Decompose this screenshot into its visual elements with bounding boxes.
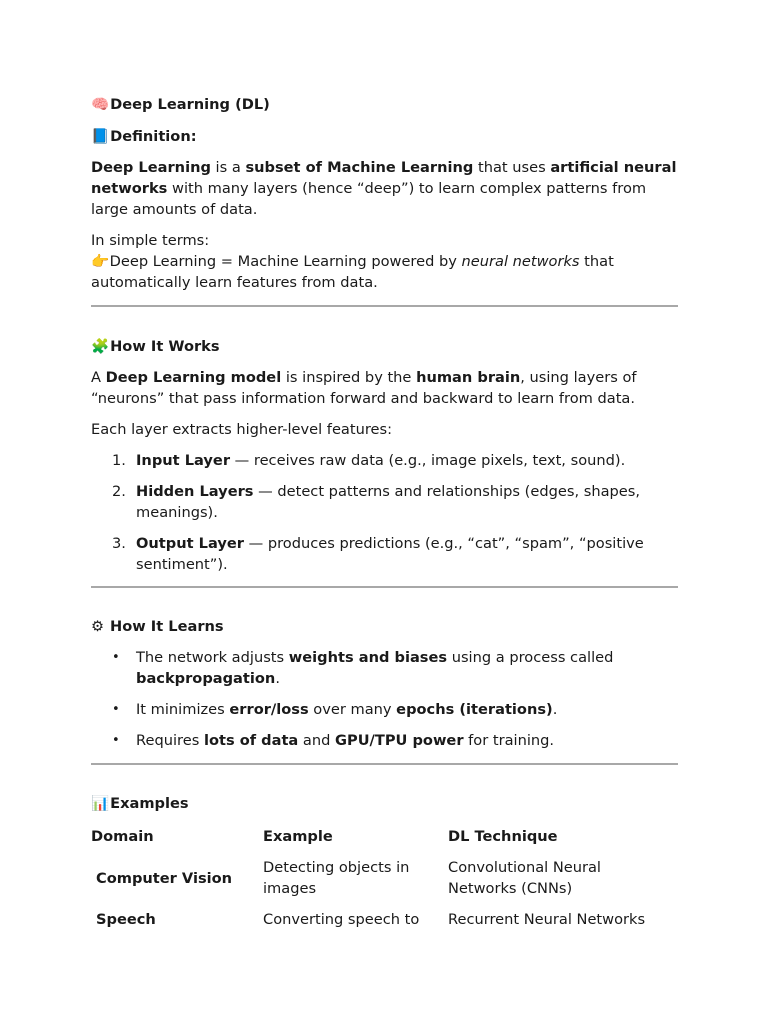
table-row: [91, 909, 678, 933]
list-number: 1.: [112, 452, 126, 469]
bullet: •: [112, 702, 120, 717]
table-cell: Detecting objects in images: [263, 859, 410, 897]
layers-list: [91, 450, 678, 575]
examples-heading: [91, 793, 678, 814]
bold-text: Hidden Layers: [136, 483, 254, 500]
how-it-learns-heading: [91, 616, 678, 637]
table-cell: Recurrent Neural Networks: [448, 911, 646, 928]
bold-text: Input Layer: [136, 452, 231, 469]
bold-text: GPU/TPU power: [335, 732, 464, 749]
list-item: [91, 647, 678, 689]
table-cell: Speech: [96, 911, 156, 928]
layers-intro: Each layer extracts higher-level features:: [91, 421, 393, 438]
bold-text: error/loss: [229, 701, 309, 718]
list-item-text: Input Layer — receives raw data (e.g., image pixels, text, sound).: [136, 452, 626, 469]
bold-text: Output Layer: [136, 535, 244, 552]
bold-text: Deep Learning model: [105, 369, 282, 386]
italic-text: neural networks: [461, 253, 580, 270]
bold-text: epochs (iterations): [396, 701, 553, 718]
column-header: DL Technique: [448, 827, 558, 845]
list-item-text: Output Layer — produces predictions (e.g., “cat”, “spam”, “positive sentiment”).: [136, 535, 644, 573]
brain-icon: 🧠: [91, 96, 110, 113]
list-item: [91, 699, 678, 720]
list-item-text: Hidden Layers — detect patterns and relationships (edges, shapes, meanings).: [136, 483, 641, 521]
bold-text: lots of data: [203, 732, 299, 749]
bold-text: backpropagation: [136, 670, 276, 687]
document-page: [91, 90, 678, 933]
chart-icon: 📊: [91, 795, 110, 812]
table-header-row: [91, 825, 678, 847]
how-it-learns-heading-text: How It Learns: [110, 618, 224, 635]
bold-text: human brain: [416, 369, 521, 386]
definition-paragraph: Deep Learning is a subset of Machine Learning that uses artificial neural networks with many layers (hence “deep”) to learn complex patterns from large amounts of data.: [91, 159, 677, 218]
table-row: [91, 847, 678, 909]
bullet: •: [112, 650, 120, 665]
definition-heading: [91, 126, 678, 147]
table-cell: Convolutional Neural Networks (CNNs): [448, 859, 601, 897]
table-cell: Converting speech to: [263, 911, 420, 928]
divider: [91, 305, 678, 307]
list-item-text: The network adjusts weights and biases using a process called backpropagation.: [136, 649, 614, 687]
list-item: [91, 450, 678, 471]
list-item-text: It minimizes error/loss over many epochs (iterations).: [136, 701, 558, 718]
bullet: •: [112, 733, 120, 748]
divider: [91, 586, 678, 588]
list-number: 2.: [112, 483, 126, 500]
bold-text: subset of Machine Learning: [245, 159, 474, 176]
simple-terms-text: Deep Learning = Machine Learning powered by neural networks that automatically learn features from data.: [91, 253, 614, 291]
table-cell: Computer Vision: [96, 869, 233, 887]
examples-heading-text: Examples: [110, 795, 189, 812]
gear-icon: ⚙: [91, 618, 105, 635]
puzzle-icon: 🧩: [91, 338, 110, 355]
list-item: [91, 533, 678, 575]
column-header: Example: [263, 827, 333, 845]
how-it-works-heading-text: How It Works: [110, 338, 220, 355]
bold-text: artificial neural networks: [91, 159, 677, 197]
bold-text: weights and biases: [288, 649, 448, 666]
document-title: [91, 94, 678, 115]
column-header: Domain: [91, 827, 154, 845]
title-text: Deep Learning (DL): [110, 96, 270, 113]
simple-terms-paragraph: [91, 230, 678, 293]
divider: [91, 763, 678, 765]
examples-table: [91, 825, 678, 933]
list-number: 3.: [112, 535, 126, 552]
pointing-hand-icon: 👉: [91, 253, 110, 270]
list-item: [91, 730, 678, 751]
how-it-works-paragraph: A Deep Learning model is inspired by the human brain, using layers of “neurons” that pass information forward and backward to learn from data.: [91, 369, 637, 407]
simple-terms-label: In simple terms:: [91, 232, 210, 249]
list-item-text: Requires lots of data and GPU/TPU power for training.: [136, 732, 555, 749]
learning-list: [91, 647, 678, 751]
definition-heading-text: Definition:: [110, 128, 197, 145]
how-it-works-heading: [91, 336, 678, 357]
bold-text: Deep Learning: [91, 159, 211, 176]
book-icon: 📘: [91, 128, 110, 145]
list-item: [91, 481, 678, 523]
